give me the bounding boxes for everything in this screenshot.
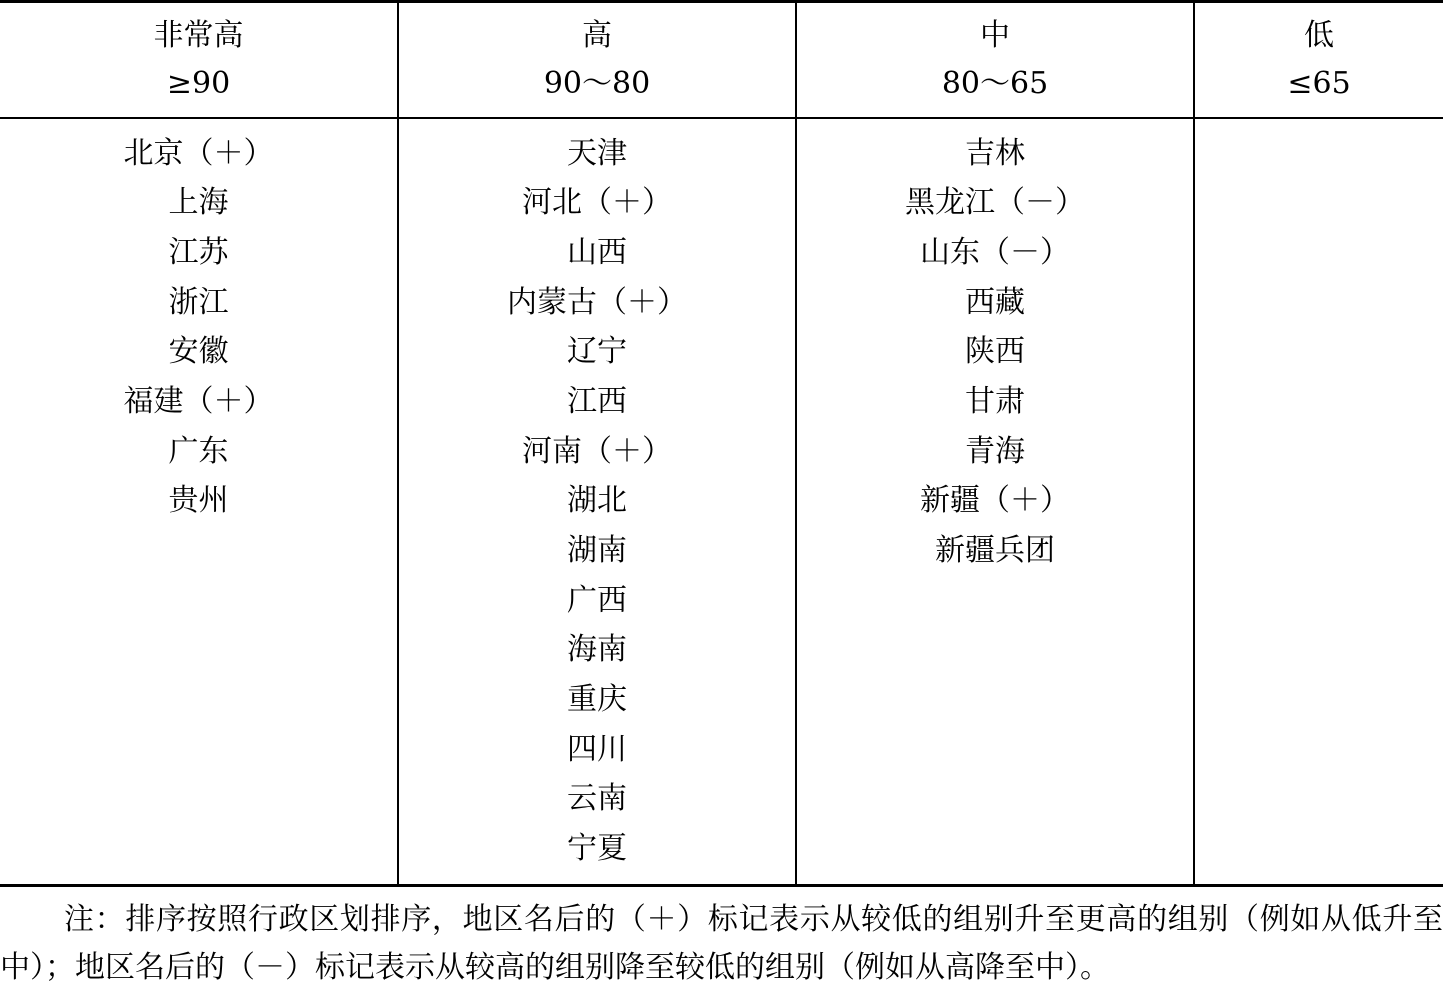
cell-low — [1194, 118, 1443, 886]
header-medium-range: 80～65 — [941, 65, 1049, 101]
region-item: 青海 — [965, 433, 1025, 469]
region-item: 云南 — [567, 781, 627, 817]
region-item: 辽宁 — [567, 334, 627, 370]
region-item: 安徽 — [168, 334, 229, 370]
header-row — [0, 2, 1443, 118]
region-item: 江西 — [567, 383, 627, 419]
cell-medium — [796, 118, 1194, 886]
region-item: 陕西 — [965, 334, 1025, 370]
region-item: 贵州 — [168, 483, 229, 519]
region-list-very-high — [0, 129, 397, 527]
region-item: 内蒙古（＋） — [507, 284, 687, 320]
header-high-name: 高 — [582, 17, 612, 53]
region-item: 河南（＋） — [522, 433, 672, 469]
region-item: 上海 — [168, 185, 229, 221]
table-header — [0, 2, 1443, 118]
region-item: 福建（＋） — [123, 383, 274, 419]
header-low-name: 低 — [1304, 17, 1334, 53]
region-item: 新疆（＋） — [920, 483, 1070, 519]
header-very-high-name: 非常高 — [153, 17, 244, 53]
header-low — [1194, 2, 1443, 118]
header-medium — [796, 2, 1194, 118]
region-item: 宁夏 — [567, 831, 627, 867]
region-list-high — [399, 129, 795, 874]
region-item: 山东（－） — [920, 234, 1070, 270]
body-row — [0, 118, 1443, 886]
header-very-high — [0, 2, 398, 118]
header-high — [398, 2, 796, 118]
header-very-high-range: ≥90 — [166, 65, 231, 101]
region-item: 黑龙江（－） — [905, 185, 1085, 221]
region-item: 浙江 — [168, 284, 229, 320]
region-item: 重庆 — [567, 682, 627, 718]
region-item: 山西 — [567, 234, 627, 270]
region-item: 江苏 — [168, 234, 229, 270]
region-item: 北京（＋） — [123, 135, 274, 171]
region-item: 吉林 — [965, 135, 1025, 171]
region-item: 甘肃 — [965, 383, 1025, 419]
cell-very-high — [0, 118, 398, 886]
region-list-medium — [797, 129, 1193, 576]
table-footnote: 注：排序按照行政区划排序，地区名后的（＋）标记表示从较低的组别升至更高的组别（例如从低升至中）；地区名后的（－）标记表示从较高的组别降至较低的组别（例如从高降至中）。 — [0, 902, 1443, 985]
header-low-range: ≤65 — [1287, 65, 1351, 101]
region-item: 四川 — [567, 731, 627, 767]
cell-high — [398, 118, 796, 886]
region-item: 湖南 — [567, 533, 627, 568]
region-item: 广西 — [567, 582, 627, 618]
region-item: 海南 — [567, 632, 627, 668]
region-item: 新疆兵团 — [935, 533, 1055, 568]
region-item: 广东 — [168, 433, 229, 469]
header-medium-name: 中 — [980, 17, 1010, 53]
region-item: 西藏 — [965, 284, 1025, 320]
region-item: 天津 — [567, 135, 627, 171]
header-high-range: 90～80 — [543, 65, 651, 101]
table-body — [0, 118, 1443, 886]
region-item: 河北（＋） — [522, 185, 672, 221]
region-item: 湖北 — [567, 483, 627, 519]
